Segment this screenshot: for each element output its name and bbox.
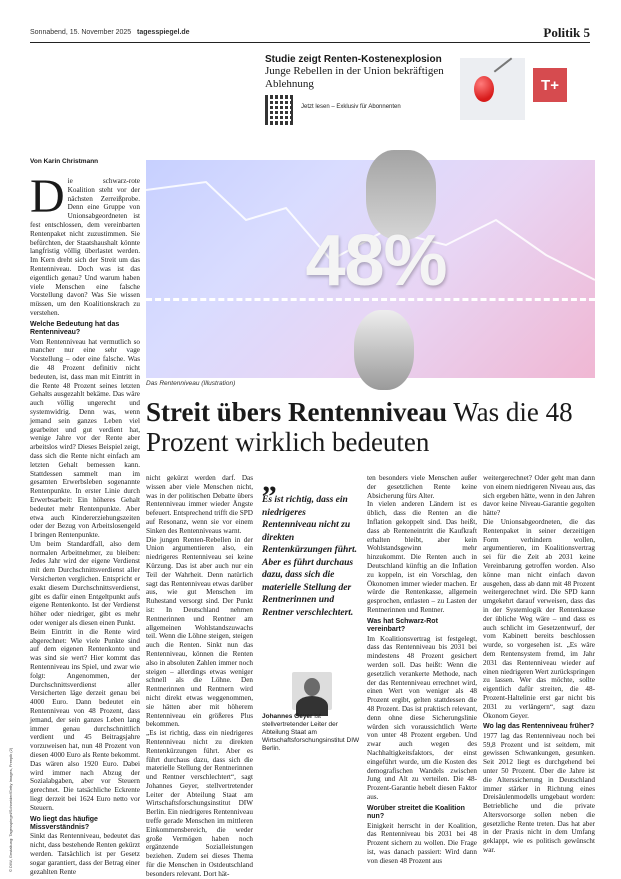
plus-teaser[interactable]	[265, 54, 605, 130]
hero-illustration	[146, 160, 595, 378]
teaser-title[interactable]: Studie zeigt Renten-Kostenexplosion	[265, 54, 442, 65]
section-label	[543, 25, 590, 41]
subheading: Welche Bedeutung hat das Rentenniveau?	[30, 320, 120, 337]
teaser-cta[interactable]: Jetzt lesen – Exklusiv für Abonnenten	[301, 104, 401, 110]
date-text: Sonnabend, 15. November 2025	[30, 29, 132, 36]
image-caption: Das Rentenniveau (Illustration)	[146, 380, 236, 387]
paragraph: weitergerechnet? Oder geht man dann von einem niedrigeren Niveau aus, das sich ergeben hätte, wenn in den Jahren davor keine Niveau-Garantie gegolten hätte?	[483, 474, 595, 518]
quote-text: Es ist richtig, dass ein niedrigeres Rentenniveau nicht zu direkten Rentenkürzungen führt. Aber es führt durchaus dazu, dass sich die materielle Stellung der Rentnerinnen und Rentner verschlechtert.	[262, 495, 358, 618]
paragraph: Einigkeit herrscht in der Koalition, das Rentenniveau bis 2031 bei 48 Prozent sichern zu wollen. Die Frage ist, was danach passiert: Wird dann von diesen 48 Prozent aus	[367, 821, 477, 865]
author-portrait	[292, 672, 332, 710]
paragraph: ten besonders viele Menschen außer der gesetzlichen Rente keine Absicherung fürs Alter.	[367, 474, 477, 500]
qr-code-icon[interactable]	[265, 95, 295, 125]
headline-bold: Streit übers Rentenniveau	[146, 397, 447, 427]
quote-author	[262, 713, 362, 753]
paragraph: In vielen anderen Ländern ist es üblich, dass die Renten an die Inflation gekoppelt sind. Das heißt, dass ab Renteneintritt die Kaufkraft erhalten bleibt, aber kein Wohlstandsgewinn mehr hinzukommt. Die Renten auch in Deutschland künftig an die Inflation zu koppeln, ist ein Vorschlag, den Ökonomen immer wieder machen. Er würde die Rentenkasse, allgemein gesprochen, entlasten – zu Lasten der Rentnerinnen und Rentner.	[367, 500, 477, 614]
balloon-icon	[474, 76, 494, 102]
article-column-3	[367, 474, 477, 866]
article-headline	[146, 397, 606, 457]
paragraph: Die jungen Renten-Rebellen in der Union argumentieren also, ein niedrigeres Rentenniveau sei keine Kürzung. Das ist aber auch nur ein Teil der Wahrheit. Denn natürlich sagt das Rentenniveau etwas darüber aus, wie gut Menschen im Ruhestand versorgt sind. Der Punkt ist: In Deutschland nehmen Rentnerinnen und Rentner am allgemeinen Wohlstandszuwachs teil. Wenn die Löhne steigen, steigen auch die Renten. Sinkt nun das Rentenniveau, können die Renten also in absoluten Zahlen immer noch steigen – allerdings etwas weniger schnell als die Löhne. Den Rentnerinnen und Rentnern wird nicht direkt etwas weggenommen, sie hätten aber mit höherem Rentenniveau ein größeres Plus bekommen.	[146, 535, 253, 729]
headline-regular: Was die 48 Prozent wirklich bedeuten	[146, 397, 573, 457]
article-column-1	[30, 170, 140, 876]
portrait-head	[304, 678, 320, 696]
paragraph: ie schwarz-rote Koalition steht vor der nächsten Zerreißprobe. Denn eine Gruppe von Unionsabgeordneten ist fest entschlossen, dem vereinbarten Rentenpaket nicht zuzustimmen. Sie befürchten, der Staatshaushalt könnte langfristig völlig überlastet werden. Im Kern dreht sich der Streit um das Rentenniveau. Doch was ist das eigentlich genau? Und warum haben viele Menschen eine falsche Vorstellung davon? Was Sie wissen müssen, um den Koalitionskrach zu verstehen.	[30, 177, 140, 317]
teaser-subtitle[interactable]: Junge Rebellen in der Union bekräftigen Ablehnung	[265, 65, 444, 90]
article-column-4	[483, 474, 595, 855]
hero-percentage: 48%	[305, 221, 447, 301]
byline: Von Karin Christmann	[30, 158, 99, 165]
section-name: Politik	[543, 25, 581, 40]
author-name: Johannes Geyer	[262, 713, 313, 720]
paragraph: Vom Rentenniveau hat vermutlich so mancher nur eine sehr vage Vorstellung – oder eine falsche. Was die 48 Prozent definitiv nicht bedeuten, ist, dass man mit Eintritt in die Rente 48 Prozent seines letzten Gehalts ausgezahlt bekäme. Das wäre auch völlig ungerecht und systemwidrig. Denn was, wenn jemand sein ganzes Leben viel gearbeitet und gut verdient hat, wenige Jahre vor der Rente aber arbeitslos wird? Dieses Beispiel zeigt, dass sich die Rente nicht einfach am letzten Gehalt bemessen kann. Stattdessen sammelt man im gesamten Erwerbsleben sogenannte Rentenpunkte. In erster Linie durch Erwerbsarbeit: Ein höheres Gehalt bedeutet mehr Rentenpunkte. Aber etwa auch Kindererziehungszeiten oder der Bezug von Arbeitslosengeld I bringen Rentenpunkte.	[30, 337, 140, 540]
hand-bottom-icon	[354, 310, 414, 390]
quote-mark-icon: „	[262, 465, 277, 498]
page-header	[30, 27, 590, 43]
paragraph: 1977 lag das Rentenniveau noch bei 59,8 Prozent und ist seitdem, mit gewissen Schwankungen, gesunken. Seit 2012 liegt es durchgehend bei unter 50 Prozent. Über die Jahre ist die Alterssicherung in Deutschland immer stärker in Richtung eines Dreisäulenmodells umgebaut worden: Betriebliche und die private Altersvorsorge sollen neben die gesetzliche Rente treten. Das hat aber in der Praxis nicht in dem Umfang geklappt, wie es politisch gewünscht war.	[483, 731, 595, 855]
subheading: Wo lag das Rentenniveau früher?	[483, 723, 595, 731]
subheading: Was hat Schwarz-Rot vereinbart?	[367, 617, 438, 634]
needle-icon	[494, 57, 513, 72]
pull-quote	[262, 465, 362, 619]
author-role: ist stellvertretender Leiter der Abteilung Staat am Wirtschaftsforschungsinstitut DIW Berlin.	[262, 713, 360, 752]
teaser-photo	[460, 58, 525, 120]
subheading: Worüber streitet die Koalition nun?	[367, 804, 465, 821]
drop-cap: D	[30, 170, 65, 223]
paragraph: nicht gekürzt werden darf. Das wissen aber viele Menschen nicht, was in der politischen Debatte übers Rentenniveau immer wieder Ängste befeuert. Entsprechend trifft die SPD auf Resonanz, wenn sie vor einem Sinken des Rentenniveaus warnt.	[146, 474, 253, 535]
tplus-badge: T+	[533, 68, 567, 102]
paragraph: Beim Eintritt in die Rente wird abgerechnet: Wie viele Punkte sind auf dem eigenen Rentenkonto und was sind sie wert? Hier kommt das Rentenniveau ins Spiel, und zwar wie folgt: Angenommen, der Durchschnittsverdienst aller Versicherten läge derzeit genau bei 4000 Euro. Dann bedeutet ein Rentenniveau von 48 Prozent, dass jemand, der sein ganzes Leben lang immer genau durchschnittlich verdient und 45 Beitragsjahre vorzuweisen hat, nun 48 Prozent von diesen 4000 Euro als Rente bekommt. Das wären also 1920 Euro. Dabei wird immer nach Abzug der Sozialabgaben, aber vor Steuern gerechnet. Die tatsächliche Eckrente liegt derzeit bei 1624 Euro netto vor Steuern.	[30, 627, 140, 812]
paragraph: Um beim Standardfall, also dem normalen Arbeitnehmer, zu bleiben: Jedes Jahr wird der eigene Verdienst mit dem Durchschnittsverdienst aller Versicherten verglichen. Entspricht er exakt diesem Durchschnittsverdienst, gibt es dafür einen Entgeltpunkt aufs eigene Rentenkonto. Ist der Verdienst höher oder niedriger, gibt es mehr oder weniger als diesen einen Punkt.	[30, 539, 140, 628]
paragraph: Sinkt das Rentenniveau, bedeutet das nicht, dass bestehende Renten gekürzt werden. Tatsächlich ist per Gesetz sogar garantiert, dass der Betrag einer gezahlten Rente	[30, 832, 140, 876]
page-number: 5	[583, 25, 590, 40]
issue-date	[30, 29, 190, 36]
paragraph: „Es ist richtig, dass ein niedrigeres Rentenniveau nicht zu direkten Rentenkürzungen führt. Aber es führt durchaus dazu, dass sich die materielle Stellung der Rentnerinnen und Rentner verschlechtert“, sagt Johannes Geyer, stellvertretender Leiter der Abteilung Staat am Wirtschaftsforschungsinstitut DIW Berlin. Ein niedrigeres Rentenniveau treffe gerade Menschen im mittleren Einkommensbereich, die weder große Vermögen haben noch ergänzende Sozialleistungen beziehen. Zudem sei dieses Thema für die Menschen in Ostdeutschland besonders relevant. Dort hät-	[146, 729, 253, 878]
paragraph: Im Koalitionsvertrag ist festgelegt, dass das Rentenniveau bis 2031 bei mindestens 48 Prozent gesichert werden soll. Das heißt: Wenn die gesetzlich verankerte Methode, nach der das Rentenniveau errechnet wird, einen Wert von weniger als 48 Prozent ergibt, gelten stattdessen die 48 Prozent. Das ist praktisch relevant, denn ohne diese Sicherungslinie würden sich voraussichtlich Werte von unter 48 Prozent ergeben. Und zwar auch wegen des Nachhaltigkeitsfaktors, der einst eingeführt wurde, um die Kosten des demografischen Wandels zwischen Jung und Alt zu verteilen. Die 48-Prozent-Garantie hebelt diesen Faktor aus.	[367, 634, 477, 801]
paragraph: Die Unionsabgeordneten, die das Rentenpaket in seiner derzeitigen Form verhindern wollen, argumentieren, im Koalitionsvertrag sei für die Zeit ab 2031 keine Vereinbarung getroffen worden. Also könne man nicht einfach davon ausgehen, dass ab dann mit 48 Prozent weitergerechnet wird. Die SPD kann umgekehrt darauf verweisen, dass das in der Systemlogik der Rentenkasse der übliche Weg wäre – und dass es auch schlicht im Gesetzentwurf, der vom Kabinett bereits beschlossen wurde, so vorgesehen ist. „Es wäre dem Rentensystem fremd, im Jahr 2031 das Rentenniveau wieder auf einen niedrigeren Wert zurückspringen zu lassen. Wer das möchte, sollte eigentlich dafür streiten, die 48-Prozent-Haltelinie erst gar nicht bis 2031 zu verlängern“, sagt dazu Ökonom Geyer.	[483, 517, 595, 720]
site-name[interactable]: tagesspiegel.de	[137, 29, 190, 36]
image-credit: © DIW, Gestaltung: Tagesspiegel/Schneider/Getty Images, Freepik (2)	[8, 747, 13, 872]
subheading: Wo liegt das häufige Missverständnis?	[30, 815, 98, 831]
article-column-2	[146, 474, 253, 879]
